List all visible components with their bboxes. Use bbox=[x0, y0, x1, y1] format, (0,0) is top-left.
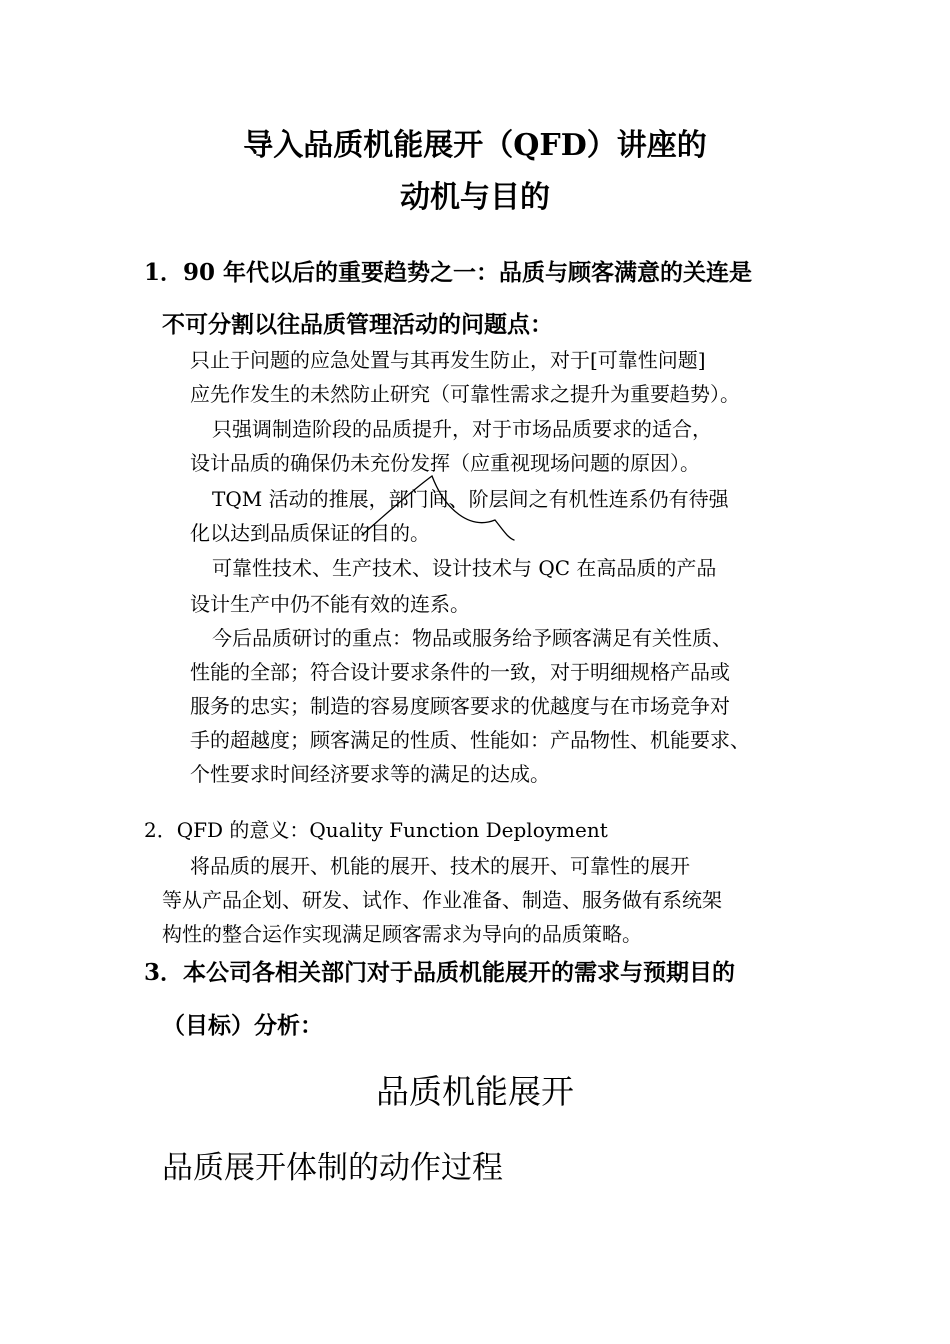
section3-heading-line-2: （目标）分析： bbox=[162, 1012, 323, 1039]
document-title-line-2: 动机与目的 bbox=[400, 180, 550, 215]
big-heading: 品质机能展开 bbox=[376, 1072, 574, 1111]
sub-heading: 品质展开体制的动作过程 bbox=[162, 1150, 503, 1186]
section1-line-1: 只止于问题的应急处置与其再发生防止，对于[可靠性问题] bbox=[190, 348, 706, 372]
section1-line-3: 只强调制造阶段的品质提升，对于市场品质要求的适合， bbox=[212, 417, 712, 441]
section1-line-6: 化以达到品质保证的目的。 bbox=[190, 521, 430, 545]
section1-line-11: 服务的忠实；制造的容易度顾客要求的优越度与在市场竞争对 bbox=[190, 694, 730, 718]
section1-line-2: 应先作发生的未然防止研究（可靠性需求之提升为重要趋势）。 bbox=[190, 382, 740, 406]
section1-line-13: 个性要求时间经济要求等的满足的达成。 bbox=[190, 762, 550, 786]
section1-line-4: 设计品质的确保仍未充份发挥（应重视现场问题的原因）。 bbox=[190, 451, 700, 475]
section1-line-8: 设计生产中仍不能有效的连系。 bbox=[190, 592, 470, 616]
section2-line-1: 将品质的展开、机能的展开、技术的展开、可靠性的展开 bbox=[190, 854, 690, 878]
section1-line-12: 手的超越度；顾客满足的性质、性能如：产品物性、机能要求、 bbox=[190, 728, 750, 752]
section2-line-2: 等从产品企划、研发、试作、作业准备、制造、服务做有系统架 bbox=[162, 888, 722, 912]
section1-line-7: 可靠性技术、生产技术、设计技术与 QC 在高品质的产品 bbox=[212, 556, 717, 580]
section1-line-9: 今后品质研讨的重点：物品或服务给予顾客满足有关性质、 bbox=[212, 626, 732, 650]
section3-heading-line-1: 3．本公司各相关部门对于品质机能展开的需求与预期目的 bbox=[144, 959, 736, 986]
section1-heading-line-2: 不可分割以往品质管理活动的问题点： bbox=[162, 311, 553, 338]
section1-line-5: TQM 活动的推展，部门间、阶层间之有机性连系仍有待强 bbox=[212, 487, 729, 511]
section1-line-10: 性能的全部；符合设计要求条件的一致，对于明细规格产品或 bbox=[190, 660, 730, 684]
section2-line-3: 构性的整合运作实现满足顾客需求为导向的品质策略。 bbox=[162, 922, 642, 946]
document-title-line-1: 导入品质机能展开（QFD）讲座的 bbox=[243, 128, 707, 163]
section1-heading-line-1: 1．90 年代以后的重要趋势之一：品质与顾客满意的关连是 bbox=[144, 259, 753, 286]
section2-heading: 2．QFD 的意义：Quality Function Deployment bbox=[144, 818, 608, 842]
